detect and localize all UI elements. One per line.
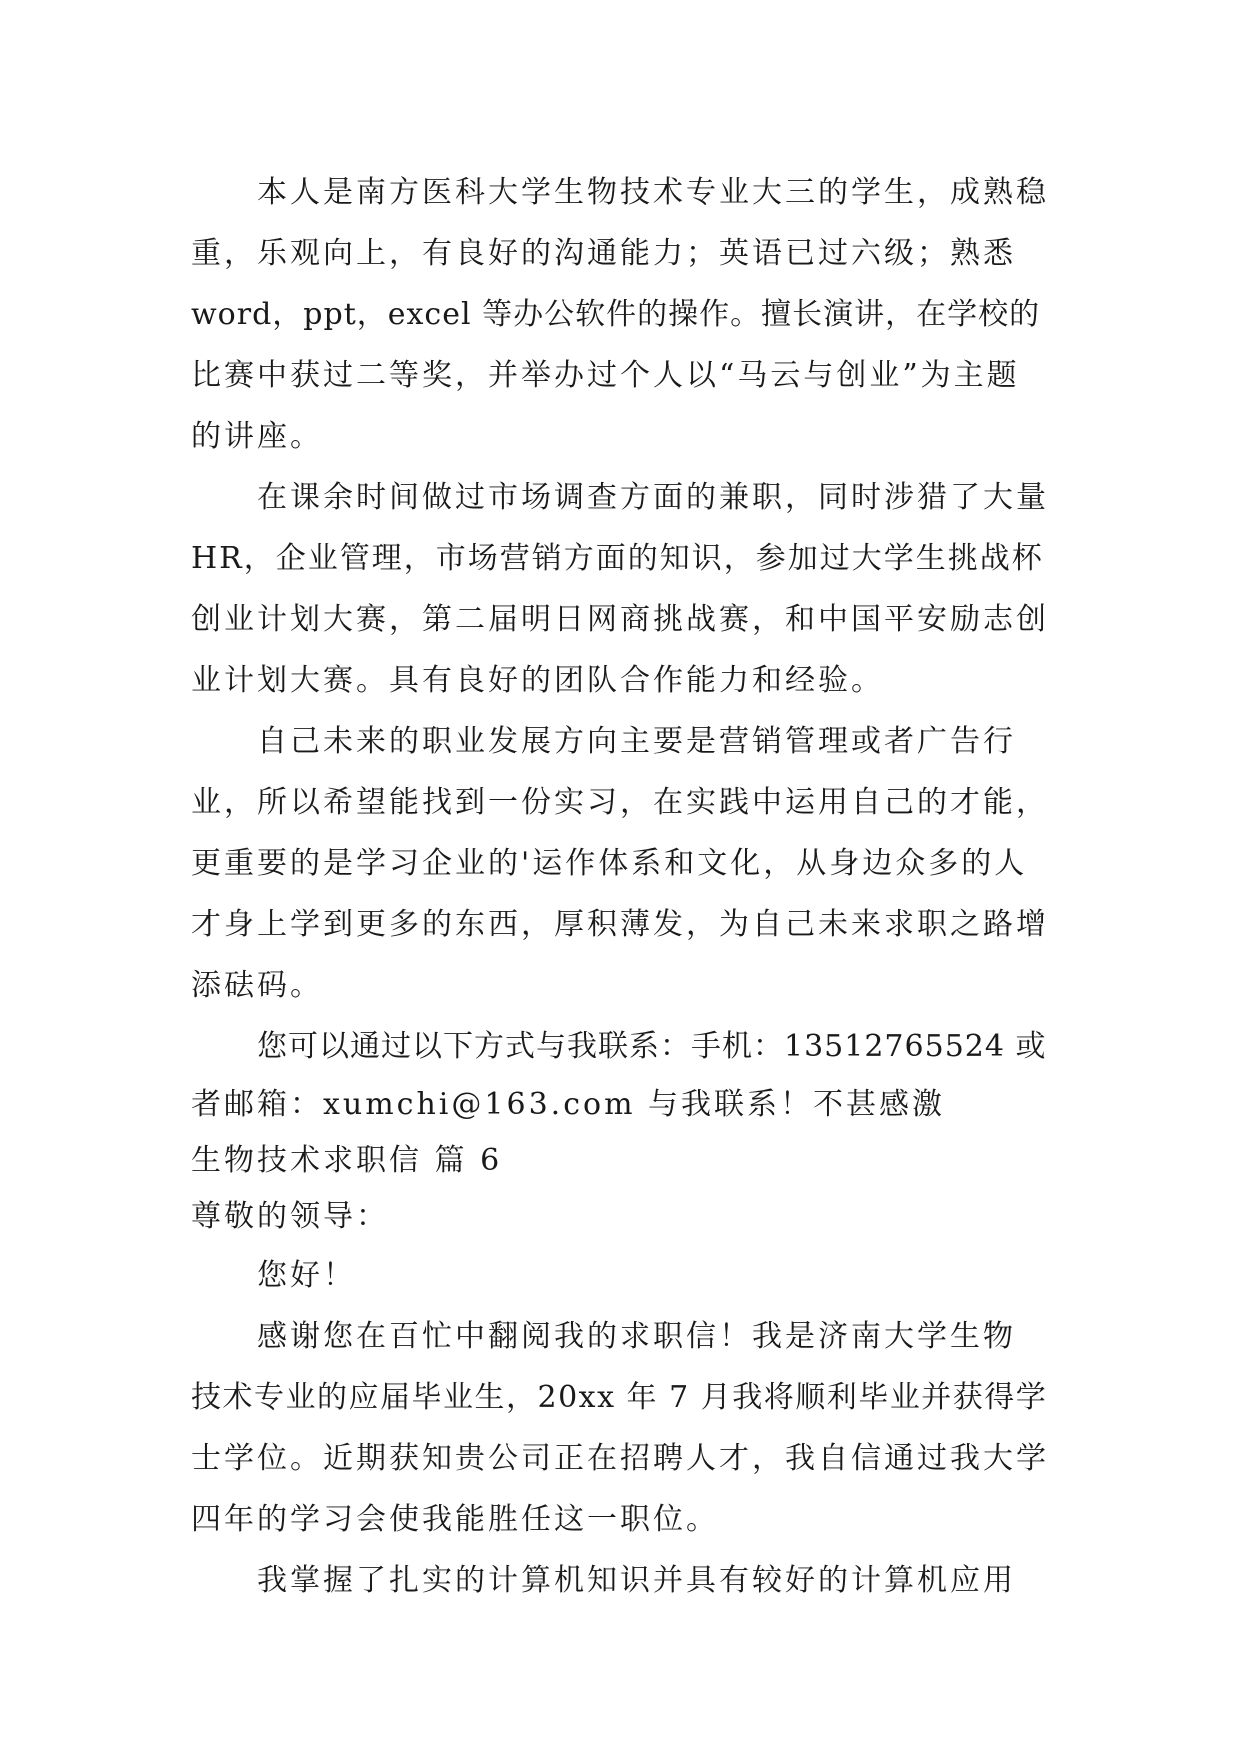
paragraph-4-line-4: 四年的学习会使我能胜任这一职位。 <box>191 1502 719 1537</box>
paragraph-3-line-5: 添砝码。 <box>191 968 323 1003</box>
paragraph-3-line-3: 更重要的是学习企业的'运作体系和文化，从身边众多的人 <box>191 846 1028 881</box>
section-heading: 生物技术求职信 篇 6 <box>191 1143 503 1178</box>
paragraph-3-line-1: 自己未来的职业发展方向主要是营销管理或者广告行 <box>257 724 1016 759</box>
paragraph-2-line-4: 业计划大赛。具有良好的团队合作能力和经验。 <box>191 663 884 698</box>
paragraph-4-line-1: 感谢您在百忙中翻阅我的求职信！我是济南大学生物 <box>257 1319 1016 1354</box>
paragraph-2-line-2: HR，企业管理，市场营销方面的知识，参加过大学生挑战杯 <box>191 541 1044 576</box>
paragraph-1-line-2: 重，乐观向上，有良好的沟通能力；英语已过六级；熟悉 <box>191 236 1016 271</box>
paragraph-1-line-4: 比赛中获过二等奖，并举办过个人以“马云与创业”为主题 <box>191 358 1020 393</box>
paragraph-1-line-5: 的讲座。 <box>191 419 323 454</box>
document-body <box>191 162 1051 1611</box>
paragraph-1-line-3: word，ppt，excel 等办公软件的操作。擅长演讲，在学校的 <box>191 297 1041 332</box>
paragraph-2-line-3: 创业计划大赛，第二届明日网商挑战赛，和中国平安励志创 <box>191 602 1049 637</box>
paragraph-3-line-2: 业，所以希望能找到一份实习，在实践中运用自己的才能， <box>191 785 1049 820</box>
greeting: 您好！ <box>257 1258 356 1293</box>
paragraph-2-line-1: 在课余时间做过市场调查方面的兼职，同时涉猎了大量 <box>257 480 1049 515</box>
contact-line-1: 您可以通过以下方式与我联系：手机：13512765524 或 <box>257 1029 1047 1064</box>
salutation: 尊敬的领导： <box>191 1199 389 1234</box>
paragraph-5-line-1: 我掌握了扎实的计算机知识并具有较好的计算机应用 <box>257 1563 1016 1598</box>
paragraph-1-line-1: 本人是南方医科大学生物技术专业大三的学生，成熟稳 <box>257 175 1049 210</box>
paragraph-4-line-2: 技术专业的应届毕业生，20xx 年 7 月我将顺利毕业并获得学 <box>191 1380 1048 1415</box>
paragraph-4-line-3: 士学位。近期获知贵公司正在招聘人才，我自信通过我大学 <box>191 1441 1049 1476</box>
paragraph-3-line-4: 才身上学到更多的东西，厚积薄发，为自己未来求职之路增 <box>191 907 1049 942</box>
contact-line-2: 者邮箱：xumchi@163.com 与我联系！不甚感激 <box>191 1087 946 1122</box>
